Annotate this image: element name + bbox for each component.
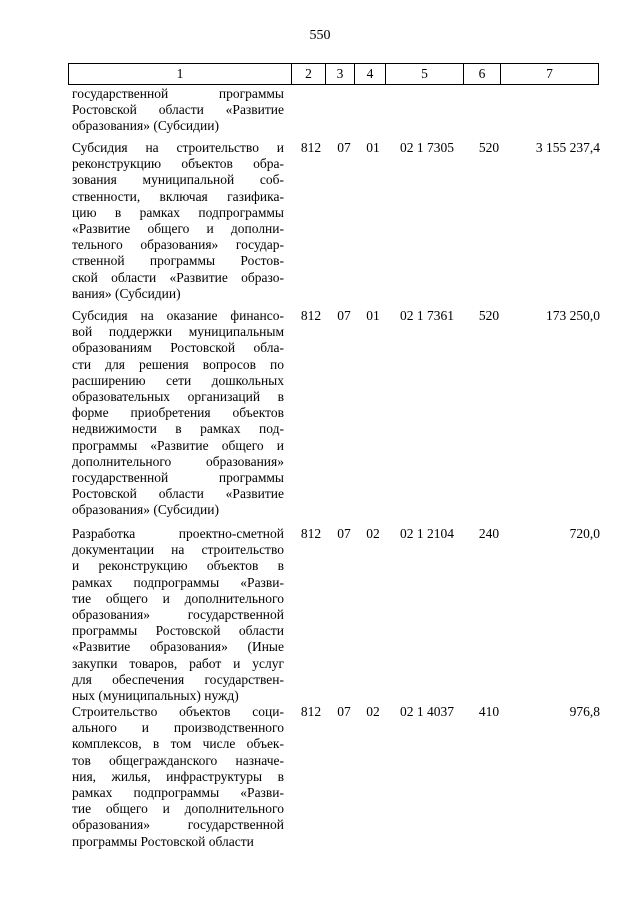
table-header	[68, 63, 599, 85]
description-line: Субсидия на строительство и	[72, 140, 284, 155]
description-line: ственности, включая газифика-	[72, 188, 284, 204]
table-row	[72, 308, 612, 519]
description-line: ния, жилья, инфраструктуры в	[72, 768, 284, 784]
cell-section: 07	[337, 526, 351, 541]
cell-expense-type: 520	[478, 140, 500, 155]
description-line: образовательных организаций в	[72, 389, 284, 405]
description-line: форме приобретения объектов	[72, 405, 284, 421]
header-col-2: 2	[292, 64, 326, 85]
description-line: цию в рамках подпрограммы	[72, 204, 284, 220]
description-line: документации на строительство	[72, 542, 284, 558]
description-line: рамках подпрограммы «Разви-	[72, 785, 284, 801]
description-line: программы Ростовской области	[72, 833, 254, 849]
description-line: ных (муниципальных) нужд)	[72, 688, 239, 704]
cell-ministry-code: 812	[300, 526, 322, 541]
description-line: образованиям Ростовской обла-	[72, 340, 284, 356]
description-line: ального и производственного	[72, 720, 284, 736]
description-line: вой поддержки муниципальным	[72, 324, 284, 340]
cell-target-article: 02 1 4037	[400, 704, 454, 719]
description-line: недвижимости в рамках под-	[72, 421, 284, 437]
cell-ministry-code: 812	[300, 704, 322, 719]
cell-amount: 720,0	[569, 526, 600, 541]
description-line: государственной программы	[72, 470, 284, 486]
cell-section: 07	[337, 704, 351, 719]
header-col-7: 7	[501, 64, 599, 85]
page-number: 550	[309, 28, 331, 43]
cell-ministry-code: 812	[300, 308, 322, 323]
cell-subsection: 02	[366, 704, 380, 719]
row-description	[72, 86, 284, 135]
description-line: и реконструкцию объектов в	[72, 558, 284, 574]
row-description	[72, 140, 284, 302]
description-line: ской области «Развитие образо-	[72, 269, 284, 285]
cell-target-article: 02 1 7305	[400, 140, 454, 155]
description-line: образования» (Субсидии)	[72, 118, 219, 134]
table-row	[72, 526, 612, 704]
description-line: программы Ростовской области	[72, 623, 284, 639]
cell-expense-type: 410	[478, 704, 500, 719]
cell-expense-type: 240	[478, 526, 500, 541]
header-col-1: 1	[69, 64, 292, 85]
description-line: «Развитие общего и дополни-	[72, 221, 284, 237]
header-col-6: 6	[464, 64, 501, 85]
description-line: вания» (Субсидии)	[72, 285, 181, 301]
description-line: Ростовской области «Развитие	[72, 486, 284, 502]
row-description	[72, 704, 284, 850]
cell-amount: 173 250,0	[546, 308, 600, 323]
description-line: тие общего и дополнительного	[72, 590, 284, 606]
header-col-4: 4	[355, 64, 386, 85]
description-line: ственной программы Ростов-	[72, 253, 284, 269]
row-description	[72, 308, 284, 519]
description-line: государственной программы	[72, 86, 284, 101]
description-line: расширению сети дошкольных	[72, 372, 284, 388]
cell-expense-type: 520	[478, 308, 500, 323]
header-col-3: 3	[326, 64, 355, 85]
cell-subsection: 02	[366, 526, 380, 541]
description-line: тов общегражданского назначе-	[72, 752, 284, 768]
description-line: Ростовской области «Развитие	[72, 102, 284, 118]
table-row	[72, 86, 612, 135]
header-col-5: 5	[386, 64, 464, 85]
description-line: тие общего и дополнительного	[72, 801, 284, 817]
description-line: тельного образования» государ-	[72, 237, 284, 253]
description-line: Субсидия на оказание финансо-	[72, 308, 284, 323]
description-line: реконструкцию объектов обра-	[72, 156, 284, 172]
cell-ministry-code: 812	[300, 140, 322, 155]
description-line: «Развитие образования» (Иные	[72, 639, 284, 655]
cell-target-article: 02 1 2104	[400, 526, 454, 541]
description-line: комплексов, в том числе объек-	[72, 736, 284, 752]
description-line: образования» государственной	[72, 817, 284, 833]
description-line: рамках подпрограммы «Разви-	[72, 574, 284, 590]
cell-amount: 976,8	[569, 704, 600, 719]
table-row	[72, 140, 612, 302]
description-line: для обеспечения государствен-	[72, 671, 284, 687]
description-line: программы «Развитие общего и	[72, 437, 284, 453]
cell-section: 07	[337, 308, 351, 323]
description-line: Разработка проектно-сметной	[72, 526, 284, 541]
cell-section: 07	[337, 140, 351, 155]
description-line: закупки товаров, работ и услуг	[72, 655, 284, 671]
description-line: дополнительного образования»	[72, 453, 284, 469]
cell-target-article: 02 1 7361	[400, 308, 454, 323]
cell-amount: 3 155 237,4	[535, 140, 600, 155]
row-description	[72, 526, 284, 704]
description-line: образования» государственной	[72, 607, 284, 623]
cell-subsection: 01	[366, 140, 380, 155]
description-line: зования муниципальной соб-	[72, 172, 284, 188]
description-line: образования» (Субсидии)	[72, 502, 219, 518]
cell-subsection: 01	[366, 308, 380, 323]
description-line: сти для решения вопросов по	[72, 356, 284, 372]
description-line: Строительство объектов соци-	[72, 704, 284, 719]
table-row	[72, 704, 612, 850]
